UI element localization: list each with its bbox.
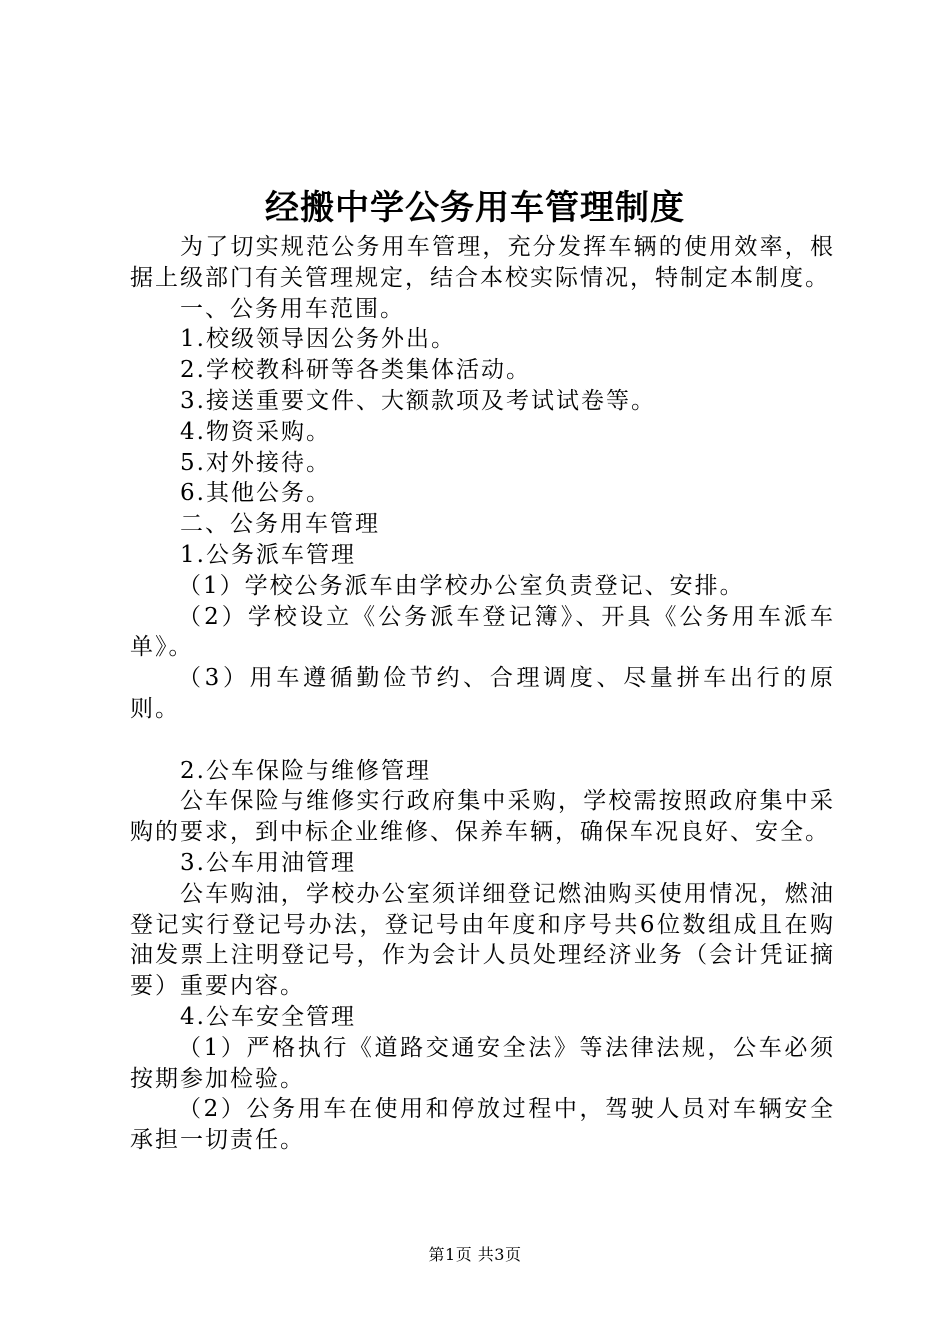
list-item: （2）学校设立《公务派车登记簿》、开具《公务用车派车单》。 — [130, 603, 835, 661]
page-number: 第1页 共3页 — [428, 1245, 522, 1264]
list-item: 3.接送重要文件、大额款项及考试试卷等。 — [180, 387, 656, 414]
list-item: 6.其他公务。 — [180, 480, 331, 507]
list-item: 2.学校教科研等各类集体活动。 — [180, 357, 531, 384]
list-item: 5.对外接待。 — [180, 449, 331, 476]
list-item: （1）严格执行《道路交通安全法》等法律法规，公车必须按期参加检验。 — [130, 1034, 835, 1092]
body-paragraph: 公车购油，学校办公室须详细登记燃油购买使用情况，燃油登记实行登记号办法，登记号由年度和序号共6位数组成且在购油发票上注明登记号，作为会计人员处理经济业务（会计凭证摘要）重要内容。 — [130, 880, 835, 1000]
list-item: 4.物资采购。 — [180, 418, 331, 445]
list-item: （3）用车遵循勤俭节约、合理调度、尽量拼车出行的原则。 — [130, 665, 835, 722]
subsection-heading: 2.公车保险与维修管理 — [180, 757, 431, 784]
blank-line — [130, 725, 835, 756]
section-heading-management: 二、公务用车管理 — [180, 511, 380, 538]
subsection-heading: 1.公务派车管理 — [180, 541, 356, 568]
document-body — [130, 232, 835, 1156]
list-item: 1.校级领导因公务外出。 — [180, 326, 456, 353]
intro-paragraph: 为了切实规范公务用车管理，充分发挥车辆的使用效率，根据上级部门有关管理规定，结合本校实际情况，特制定本制度。 — [130, 234, 835, 291]
subsection-heading: 4.公车安全管理 — [180, 1003, 356, 1030]
document-title: 经搬中学公务用车管理制度 — [265, 188, 685, 228]
body-paragraph: 公车保险与维修实行政府集中采购，学校需按照政府集中采购的要求，到中标企业维修、保养车辆，确保车况良好、安全。 — [130, 788, 835, 846]
list-item: （1）学校公务派车由学校办公室负责登记、安排。 — [178, 572, 745, 599]
section-heading-scope: 一、公务用车范围。 — [180, 295, 405, 322]
list-item: （2）公务用车在使用和停放过程中，驾驶人员对车辆安全承担一切责任。 — [130, 1096, 835, 1154]
subsection-heading: 3.公车用油管理 — [180, 849, 356, 876]
